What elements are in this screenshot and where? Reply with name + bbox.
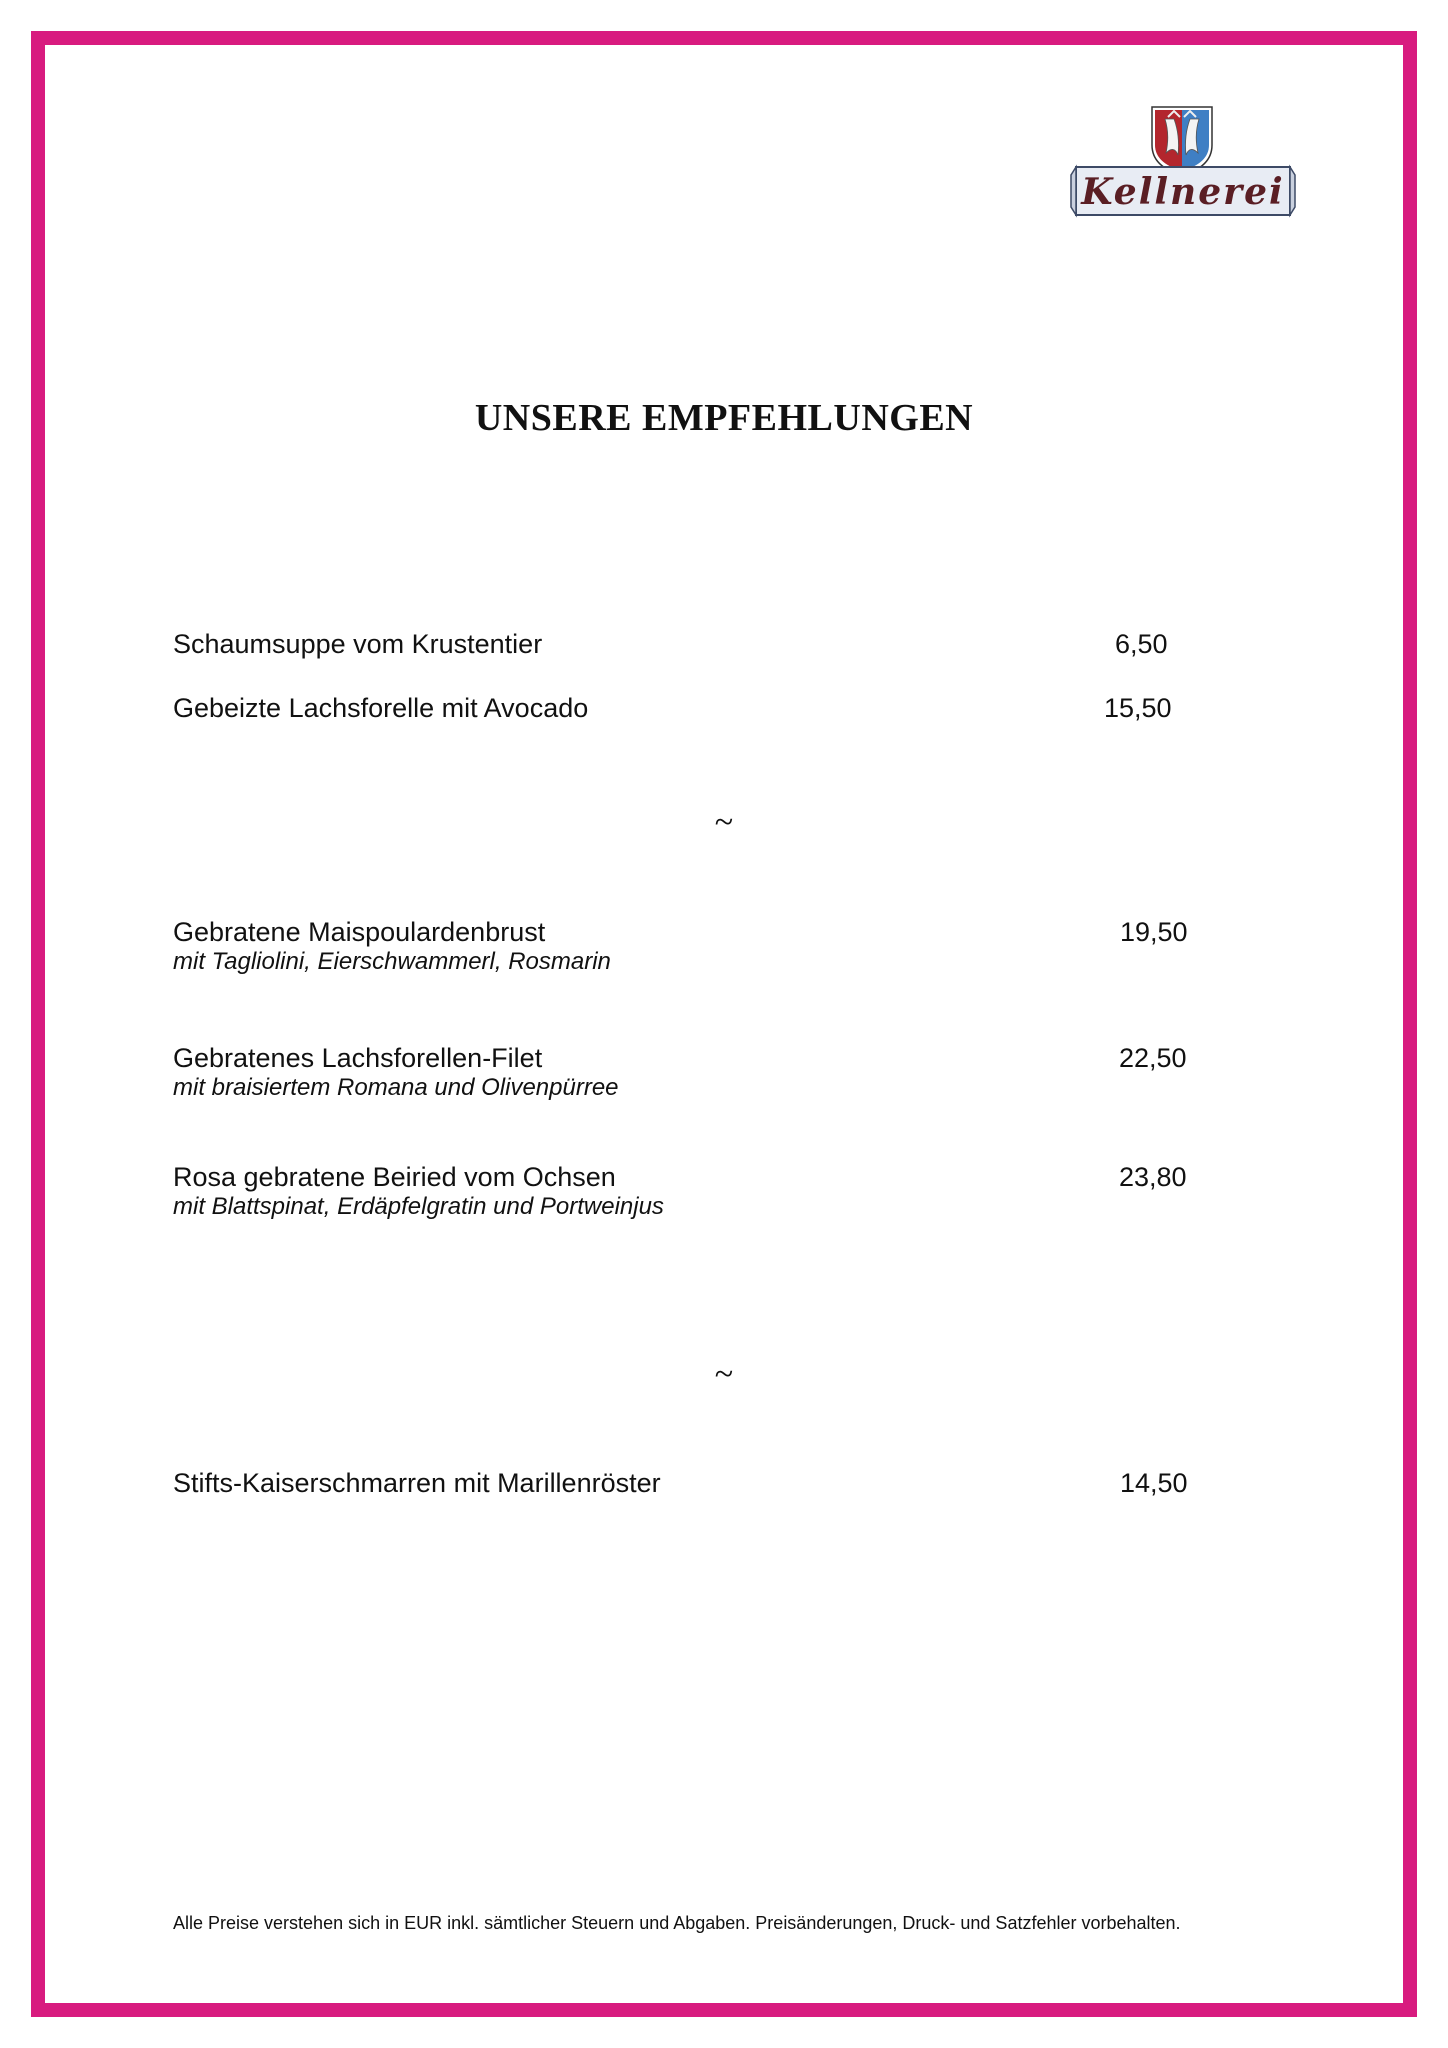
menu-item (173, 1467, 1193, 1499)
menu-item-price: 23,80 (1119, 1162, 1187, 1192)
menu-item-price: 22,50 (1119, 1043, 1187, 1073)
section-divider: ~ (714, 1356, 734, 1393)
menu-item-price: 15,50 (1104, 693, 1172, 723)
menu-item-name: Schaumsuppe vom Krustentier (173, 629, 543, 659)
menu-item-name: Gebeizte Lachsforelle mit Avocado (173, 693, 589, 723)
menu-item-description: mit Tagliolini, Eierschwammerl, Rosmarin (173, 948, 611, 975)
menu-item-name: Gebratenes Lachsforellen-Filet (173, 1043, 543, 1073)
svg-text:Kellnerei: Kellnerei (1081, 171, 1285, 213)
brand-banner (1071, 167, 1295, 215)
section-divider: ~ (714, 804, 734, 841)
coat-of-arms-icon (1152, 107, 1212, 175)
menu-item-name: Stifts-Kaiserschmarren mit Marillenröster (173, 1468, 661, 1498)
menu-item-description: mit braisiertem Romana und Olivenpürree (173, 1074, 619, 1101)
menu-item (173, 1161, 1193, 1221)
footer-note: Alle Preise verstehen sich in EUR inkl. sämtlicher Steuern und Abgaben. Preisänderungen, Druck- und Satzfehler vorbehalten. (173, 1913, 1181, 1933)
menu-item (173, 692, 1193, 724)
menu-item (173, 916, 1193, 976)
menu-item (173, 1042, 1193, 1102)
menu-item-price: 14,50 (1120, 1468, 1188, 1498)
page-title: UNSERE EMPFEHLUNGEN (474, 397, 974, 439)
menu-item-description: mit Blattspinat, Erdäpfelgratin und Portweinjus (173, 1193, 664, 1220)
menu-item (173, 628, 1193, 660)
kellnerei-logo (1070, 105, 1296, 221)
page-border (31, 31, 1417, 2017)
menu-item-price: 19,50 (1120, 917, 1188, 947)
menu-item-price: 6,50 (1115, 629, 1168, 659)
menu-item-name: Rosa gebratene Beiried vom Ochsen (173, 1162, 616, 1192)
menu-item-name: Gebratene Maispoulardenbrust (173, 917, 546, 947)
